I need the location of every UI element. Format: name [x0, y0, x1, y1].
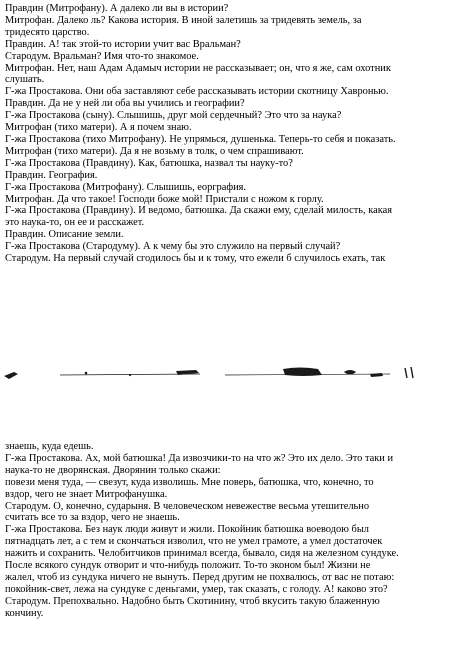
text-line: Г-жа Простакова (Стародуму). А к чему бы это служило на первый случай?: [5, 241, 341, 253]
text-line: Г-жа Простакова (тихо Митрофану). Не упрямься, душенька. Теперь-то себя и показать.: [5, 133, 396, 145]
text-line: Правдин. А! так этой-то истории учит вас Вральман?: [5, 38, 241, 50]
text-line: считать все то за вздор, чего не знаешь.: [5, 512, 180, 524]
scan-blot: [283, 368, 322, 377]
text-line: это наука-то, он ее и расскажет.: [5, 217, 145, 229]
text-line: покойник-свет, лежа на сундуке с деньгами, умер, так сказать, с голоду. А! каково это?: [5, 583, 388, 595]
text-line: кончину.: [5, 607, 44, 619]
scan-mark-d: [411, 367, 413, 378]
text-line: Г-жа Простакова (Митрофану). Слышишь, еорграфия.: [5, 181, 247, 193]
scan-speck-2: [129, 374, 131, 376]
text-line: Г-жа Простакова (Правдину). Как, батюшка, назвал ты науку-то?: [5, 157, 293, 169]
text-line: тридесято царство.: [5, 26, 90, 38]
text-line: Стародум. О, конечно, сударыня. В человеческом невежестве весьма утешительно: [5, 500, 370, 512]
text-line: Г-жа Простакова. Без наук люди живут и жили. Покойник батюшка воеводою был: [5, 524, 369, 536]
text-line: повези меня туда, — свезут, куда изволишь. Мне поверь, батюшка, что, конечно, то: [5, 476, 374, 488]
scan-mark-a: [344, 370, 356, 375]
text-line: Митрофан. Да что такое! Господи боже мой! Пристали с ножом к горлу.: [5, 193, 324, 205]
text-line: Правдин. Да не у ней ли оба вы учились и географии?: [5, 98, 245, 110]
text-line: Правдин. География.: [5, 169, 98, 181]
text-line: знаешь, куда едешь.: [5, 441, 94, 452]
text-line: Стародум. Препохвально. Надобно быть Скотинину, чтоб вкусить такую блаженную: [5, 595, 380, 607]
scan-artifact-band: [0, 345, 461, 435]
text-block-bottom: [5, 441, 458, 620]
text-line: Г-жа Простакова (сыну). Слышишь, друг мой сердечный? Это что за наука?: [5, 110, 342, 122]
scan-mark-b: [370, 373, 383, 377]
scan-mark-c: [405, 368, 407, 378]
text-line: пятнадцать лет, а с тем и скончаться изволил, что не умел грамоте, а умел достаточек: [5, 536, 383, 548]
text-line: наука-то не дворянская. Дворянин только скажи:: [5, 464, 221, 476]
text-line: Стародум. Вральман? Имя что-то знакомое.: [5, 50, 199, 62]
text-line: вздор, чего не знает Митрофанушка.: [5, 488, 168, 500]
text-line: Митрофан (тихо матери). А я почем знаю.: [5, 122, 192, 134]
text-line: Г-жа Простакова. Ах, мой батюшка! Да извозчики-то на что ж? Это их дело. Это таки и: [5, 452, 394, 464]
scan-smudge-left: [4, 372, 18, 379]
text-line: нажить и сохранить. Челобитчиков принимал всегда, бывало, сидя на железном сундуке.: [5, 548, 399, 560]
text-line: слушать.: [5, 74, 45, 86]
text-line: Г-жа Простакова. Они оба заставляют себе рассказывать истории скотницу Хавронью.: [5, 86, 389, 98]
text-line: Стародум. На первый случай сгодилось бы и к тому, что ежели б случилось ехать, так: [5, 253, 386, 265]
text-block-top: [5, 3, 458, 265]
text-line: Митрофан. Нет, наш Адам Адамыч истории не рассказывает; он, что я же, сам охотник: [5, 62, 391, 74]
text-line: Митрофан (тихо матери). Да я не возьму в толк, о чем спрашивают.: [5, 145, 304, 157]
text-line: жалел, чтоб из сундука ничего не вынуть. Перед другим не похвалюсь, от вас не потаю:: [5, 571, 395, 583]
text-line: Правдин (Митрофану). А далеко ли вы в истории?: [5, 3, 229, 14]
text-line: После всякого сундук отворит и что-нибудь положит. То-то эконом был! Жизни не: [5, 560, 371, 572]
text-line: Правдин. Описание земли.: [5, 229, 124, 241]
scan-speck-1: [85, 372, 88, 375]
text-line: Митрофан. Далеко ль? Какова история. В иной залетишь за тридевять земель, за: [5, 14, 362, 26]
text-line: Г-жа Простакова (Правдину). И ведомо, батюшка. Да скажи ему, сделай милость, какая: [5, 205, 392, 217]
